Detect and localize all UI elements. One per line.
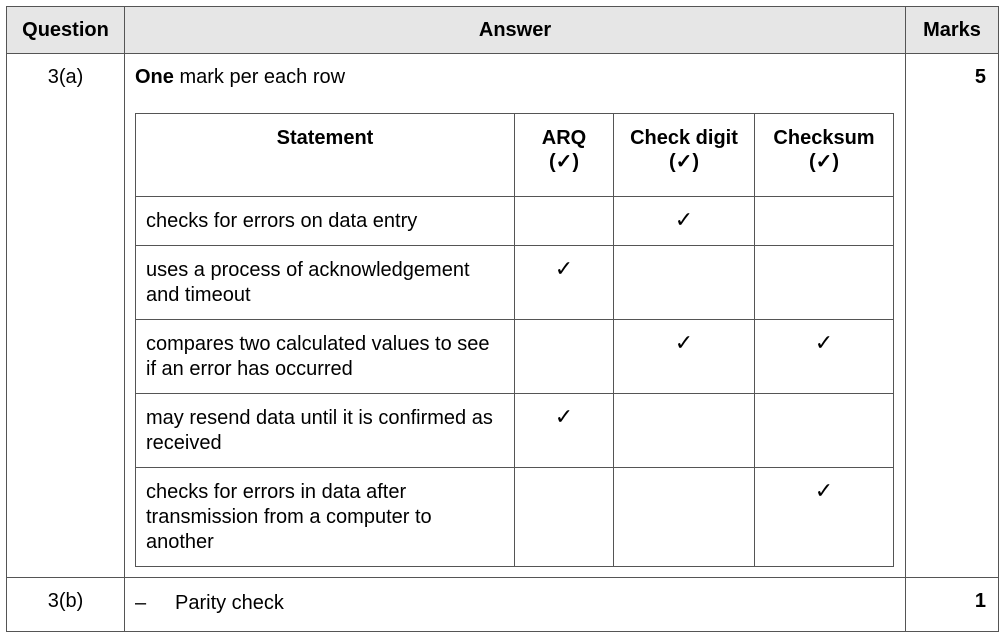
check-digit-header: Check digit (✓) <box>614 114 755 197</box>
question-3b-row <box>7 578 999 632</box>
table-row <box>136 246 894 320</box>
answer-text: Parity check <box>175 592 284 614</box>
statement-cell: checks for errors on data entry <box>136 197 515 246</box>
arq-cell <box>515 320 614 394</box>
question-3b-marks: 1 <box>906 578 999 632</box>
checksum-cell <box>755 197 894 246</box>
question-3a-label: 3(a) <box>7 54 125 578</box>
arq-cell: ✓ <box>515 246 614 320</box>
dash-bullet: – <box>135 592 147 614</box>
table-row <box>136 468 894 567</box>
intro-text: mark per each row <box>173 66 346 88</box>
check-digit-cell: ✓ <box>614 197 755 246</box>
error-check-table <box>135 113 894 567</box>
inner-header-row <box>136 114 894 197</box>
mark-scheme-table <box>6 6 999 632</box>
intro-bold: One <box>135 66 174 88</box>
question-3b-label: 3(b) <box>7 578 125 632</box>
question-header: Question <box>7 7 125 54</box>
marks-header: Marks <box>906 7 999 54</box>
check-digit-cell <box>614 246 755 320</box>
question-3a-marks: 5 <box>906 54 999 578</box>
question-3a-answer <box>125 54 906 578</box>
check-digit-cell: ✓ <box>614 320 755 394</box>
checksum-cell <box>755 394 894 468</box>
table-row <box>136 394 894 468</box>
table-row <box>136 320 894 394</box>
statement-header: Statement <box>136 114 515 197</box>
answer-header: Answer <box>125 7 906 54</box>
statement-cell: compares two calculated values to see if an error has occurred <box>136 320 515 394</box>
arq-cell <box>515 197 614 246</box>
question-3a-row <box>7 54 999 578</box>
check-digit-cell <box>614 468 755 567</box>
table-row <box>136 197 894 246</box>
answer-intro <box>135 66 895 89</box>
arq-header: ARQ (✓) <box>515 114 614 197</box>
check-digit-cell <box>614 394 755 468</box>
arq-cell: ✓ <box>515 394 614 468</box>
statement-cell: checks for errors in data after transmission from a computer to another <box>136 468 515 567</box>
checksum-cell: ✓ <box>755 320 894 394</box>
header-row <box>7 7 999 54</box>
statement-cell: uses a process of acknowledgement and timeout <box>136 246 515 320</box>
arq-cell <box>515 468 614 567</box>
checksum-cell <box>755 246 894 320</box>
checksum-header: Checksum (✓) <box>755 114 894 197</box>
statement-cell: may resend data until it is confirmed as received <box>136 394 515 468</box>
checksum-cell: ✓ <box>755 468 894 567</box>
question-3b-answer <box>125 578 906 632</box>
